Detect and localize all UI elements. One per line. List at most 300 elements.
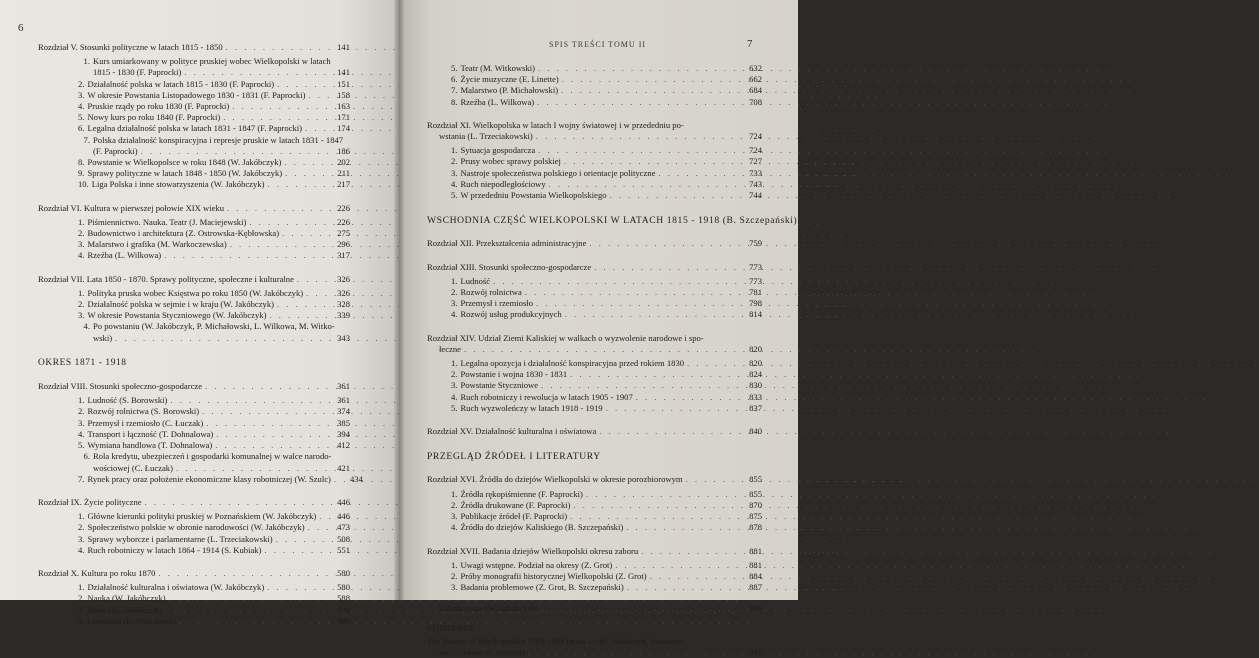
toc-page-number: 186	[337, 145, 350, 156]
toc-page-number: 473	[337, 522, 350, 533]
toc-block	[427, 426, 762, 437]
chapter-title	[427, 426, 762, 437]
dot-leader	[686, 474, 739, 485]
toc-page-number: 326	[337, 287, 350, 298]
chapter-title	[427, 120, 762, 131]
dot-leader	[658, 168, 739, 179]
toc-entry-title: Polityka pruska wobec Księstwa po roku 1850 (W. Jakóbczyk)	[87, 287, 304, 298]
toc-entry-number: 3.	[78, 604, 85, 615]
right-page	[399, 0, 798, 657]
chapter-title	[427, 333, 762, 344]
toc-entry-title: SUMMARY	[427, 622, 476, 633]
dot-leader	[650, 571, 739, 582]
toc-entry-title: Pruskie rządy po roku 1830 (F. Paprocki)	[87, 101, 230, 112]
toc-entry-title: Sprawy polityczne w latach 1848 - 1850 (W. Jakóbczyk)	[87, 168, 283, 179]
dot-leader	[549, 179, 739, 190]
toc-entry-title: Zakończenie (W. Jakóbczyk)	[439, 603, 539, 614]
toc-page-number: 909	[749, 603, 762, 614]
dot-leader	[226, 42, 327, 53]
toc-page-number: 141	[337, 67, 350, 78]
toc-entry-title: The history of Wielkopolska 1793-1918 (tekst — W. Jakóbczyk, tłumacze-	[427, 635, 685, 646]
toc-page-number: 141	[337, 42, 350, 52]
dot-leader	[627, 582, 739, 593]
dot-leader	[165, 605, 327, 616]
toc-page-number: 781	[749, 287, 762, 298]
toc-block	[38, 274, 350, 344]
toc-entry-number: 3.	[78, 417, 85, 428]
toc-entry-number: 6.	[78, 123, 85, 134]
toc-subentry	[38, 56, 350, 67]
toc-subentry	[38, 511, 350, 522]
toc-entry-title: Główne kierunki polityki pruskiej w Poznańskiem (W. Jakóbczyk)	[87, 511, 317, 522]
toc-subentry	[38, 406, 350, 417]
dot-leader	[570, 511, 739, 522]
toc-entry-title: WSCHODNIA CZĘŚĆ WIELKOPOLSKI W LATACH 1815 - 1918 (B. Szczepański)	[427, 215, 798, 227]
toc-entry-title: W przededniu Powstania Wielkopolskiego	[460, 190, 607, 201]
toc-entry-title: Ludność (S. Borowski)	[87, 395, 168, 406]
toc-entry-title: Kurs umiarkowany w polityce pruskiej wobec Wielkopolski w latach	[93, 56, 331, 67]
toc-entry-title: Piśmiennictwo. Nauka. Teatr (J. Maciejewski)	[87, 216, 247, 227]
toc-page-number: 211	[337, 168, 350, 179]
dot-leader	[284, 157, 327, 168]
toc-page-number: 708	[749, 96, 762, 107]
toc-subentry	[38, 168, 350, 179]
toc-block	[38, 42, 350, 191]
toc-entry-number: 3.	[78, 310, 85, 321]
toc-page-number: 773	[749, 275, 762, 286]
dot-leader	[276, 534, 327, 545]
dot-leader	[687, 358, 739, 369]
chapter-title	[427, 474, 762, 485]
toc-subentry	[38, 299, 350, 310]
toc-page-number: 830	[749, 380, 762, 391]
toc-entry-title: Rozdział VII. Lata 1850 - 1870. Sprawy polityczne, społeczne i kulturalne	[38, 273, 294, 284]
toc-entry-title: Rozwój rolnictwa	[460, 287, 522, 298]
toc-subentry	[427, 571, 762, 582]
toc-page-number: 855	[749, 474, 762, 485]
toc-subentry	[38, 582, 350, 593]
chapter-title	[38, 42, 350, 53]
dot-leader	[586, 489, 739, 500]
toc-subentry	[427, 309, 762, 320]
toc-entry-number: 5.	[451, 63, 458, 73]
toc-page-number: 385	[337, 417, 350, 428]
toc-entry-number: 8.	[78, 157, 85, 168]
toc-entry-number: 1.	[78, 216, 85, 227]
toc-page-number: 837	[749, 402, 762, 413]
toc-entry-number: 3.	[451, 298, 458, 309]
toc-subentry	[38, 395, 350, 406]
toc-entry-title: Rozdział XII. Przekształcenia administracyjne	[427, 238, 587, 249]
dot-leader	[277, 79, 327, 90]
toc-entry-title: Rozdział XI. Wielkopolska w latach I wojny światowej i w przededniu po-	[427, 119, 684, 130]
left-page-number: 6	[18, 22, 24, 34]
toc-entry-number: 4.	[78, 101, 85, 112]
toc-entry-title: Rozdział IX. Życie polityczne	[38, 496, 142, 507]
dot-leader	[230, 239, 327, 250]
toc-entry-title: Prasa (W. Jakóbczyk)	[87, 604, 162, 615]
chapter-title	[38, 203, 350, 214]
toc-entry-number: 6.	[83, 451, 90, 462]
toc-entry-title: Ruch robotniczy i rewolucja w latach 1905 - 1907	[460, 391, 633, 402]
toc-subentry	[38, 605, 350, 616]
chapter-title-continuation	[427, 131, 762, 142]
toc-page-number: 759	[749, 238, 762, 249]
toc-block	[38, 203, 350, 262]
toc-entry-number: 1.	[78, 511, 85, 522]
toc-entry-number: 3.	[78, 533, 85, 544]
toc-page-number: 580	[337, 567, 350, 578]
toc-entry-title: Nastroje społeczeństwa polskiego i orientacje polityczne	[460, 167, 656, 178]
toc-entry-number: 3.	[451, 582, 458, 593]
summary-heading	[427, 623, 762, 634]
toc-page-number: 374	[337, 406, 350, 417]
toc-entry-number: 8.	[451, 96, 458, 107]
toc-subentry	[38, 593, 350, 604]
section-heading	[427, 215, 798, 227]
toc-page-number: 328	[337, 299, 350, 310]
dot-leader	[202, 406, 327, 417]
toc-entry-title: Próby monografii historycznej Wielkopolski (Z. Grot)	[460, 570, 647, 581]
toc-page-number: 434	[350, 473, 363, 484]
toc-entry-number: 2.	[78, 522, 85, 533]
dot-leader	[542, 603, 739, 614]
dot-leader	[164, 250, 327, 261]
toc-entry-number: 1.	[451, 145, 458, 156]
toc-subentry	[427, 74, 762, 85]
toc-subentry	[38, 123, 350, 134]
toc-entry-number: 1.	[78, 287, 85, 298]
toc-page-number: 226	[337, 202, 350, 213]
toc-entry-title: łeczne	[439, 343, 461, 354]
toc-entry-title: Powstanie w Wielkopolsce w roku 1848 (W. Jakóbczyk)	[87, 157, 282, 168]
toc-subentry	[38, 310, 350, 321]
toc-entry-title: Wymiana handlowa (T. Dohnalowa)	[87, 440, 213, 451]
dot-leader	[206, 418, 327, 429]
toc-entry-number: 4.	[451, 522, 458, 533]
dot-leader	[636, 392, 739, 403]
toc-entry-continuation	[427, 647, 762, 658]
toc-subentry	[427, 369, 762, 380]
dot-leader	[306, 288, 327, 299]
toc-entry	[427, 636, 762, 647]
toc-page-number: 317	[337, 250, 350, 261]
toc-page-number: 226	[337, 216, 350, 227]
toc-entry-number: 1.	[83, 56, 90, 67]
toc-page-number: 684	[749, 85, 762, 96]
toc-entry-title: OKRES 1871 - 1918	[38, 357, 127, 368]
chapter-title	[38, 497, 350, 508]
toc-entry-title: Rozdział X. Kultura po roku 1870	[38, 567, 156, 578]
dot-leader	[264, 545, 327, 556]
toc-page-number: 163	[337, 101, 350, 112]
toc-subentry	[38, 101, 350, 112]
dot-leader	[641, 546, 739, 557]
toc-entry-title: Rozdział XVII. Badania dziejów Wielkopolski okresu zaboru	[427, 545, 639, 556]
toc-entry-title: nie — James A. Sehnert)	[439, 646, 525, 657]
toc-subentry	[427, 380, 762, 391]
toc-entry-number: 2.	[451, 287, 458, 298]
book-gutter	[394, 0, 404, 600]
toc-entry-number: 4.	[451, 309, 458, 320]
dot-leader	[308, 90, 327, 101]
toc-entry-number: 2.	[78, 228, 85, 239]
toc-page-number: 174	[337, 123, 350, 134]
left-page	[0, 0, 399, 626]
dot-leader	[269, 310, 327, 321]
toc-page-number: 412	[337, 440, 350, 451]
toc-page-number: 662	[749, 74, 762, 85]
dot-leader	[170, 395, 327, 406]
toc-subentry	[427, 582, 762, 593]
toc-entry-title: Rozdział XV. Działalność kulturalna i oświatowa	[427, 426, 597, 437]
dot-leader	[594, 262, 739, 273]
toc-subentry	[427, 190, 762, 201]
toc-page-number: 773	[749, 261, 762, 272]
toc-entry-number: 1.	[451, 358, 458, 369]
toc-subentry	[427, 276, 762, 287]
toc-entry-title: Rozwój rolnictwa (S. Borowski)	[87, 406, 200, 417]
toc-entry-title: Powstanie i wojna 1830 - 1831	[460, 369, 568, 380]
dot-leader	[536, 131, 739, 142]
toc-subentry	[38, 534, 350, 545]
toc-subentry	[427, 287, 762, 298]
toc-entry-title: Przemysł i rzemiosło (C. Łuczak)	[87, 417, 204, 428]
dot-leader	[606, 403, 739, 414]
toc-subentry	[38, 321, 350, 332]
dot-leader	[216, 429, 327, 440]
toc-subentry	[38, 522, 350, 533]
toc-block	[427, 63, 762, 108]
toc-subentry	[427, 358, 762, 369]
toc-page-number: 870	[749, 499, 762, 510]
toc-subentry	[427, 511, 762, 522]
toc-block	[427, 215, 798, 227]
toc-entry-title: Rola kredytu, ubezpieczeń i gospodarki komunalnej w walce narodo-	[93, 451, 332, 462]
toc-block	[427, 623, 762, 634]
toc-entry-title: Ludność	[460, 275, 491, 286]
toc-entry-title: wościowej (C. Łuczak)	[93, 462, 173, 473]
toc-subentry	[38, 157, 350, 168]
toc-entry-title: W okresie Powstania Styczniowego (W. Jakóbczyk)	[87, 310, 267, 321]
toc-entry-number: 1.	[78, 395, 85, 406]
toc-page-number: 833	[749, 391, 762, 402]
toc-subentry	[38, 545, 350, 556]
toc-subentry	[427, 522, 762, 533]
toc-entry-number: 3.	[78, 89, 85, 100]
toc-subentry	[38, 429, 350, 440]
toc-entry-title: Badania problemowe (Z. Grot, B. Szczepański)	[460, 582, 624, 593]
chapter-title-continuation	[427, 344, 762, 355]
toc-page-number: 744	[749, 190, 762, 201]
toc-entry-number: 7.	[83, 134, 90, 145]
toc-entry-title: Prusy wobec sprawy polskiej	[460, 156, 561, 167]
toc-entry-number: 3.	[451, 511, 458, 522]
toc-entry-title: Teatr (M. Witkowski)	[460, 63, 536, 73]
toc-page-number: 421	[337, 462, 350, 473]
toc-page-number: 724	[749, 131, 762, 142]
toc-subentry	[38, 473, 363, 485]
toc-page-number: 446	[337, 511, 350, 522]
toc-entry-number: 2.	[78, 78, 85, 89]
toc-entry-title: Ruch wyzwoleńczy w latach 1918 - 1919	[460, 402, 603, 413]
toc-page-number: 727	[749, 156, 762, 167]
toc-page-number: 275	[337, 228, 350, 239]
toc-page-number: 171	[337, 112, 350, 123]
chapter-title	[427, 238, 762, 249]
dot-leader	[223, 112, 327, 123]
chapter-title	[427, 546, 762, 557]
toc-page-number: 151	[337, 78, 350, 89]
dot-leader	[562, 74, 739, 85]
dot-leader	[610, 190, 739, 201]
toc-page-number: 361	[337, 381, 350, 392]
toc-subentry	[427, 489, 762, 500]
toc-entry-number: 4.	[78, 250, 85, 261]
toc-entry-title: Rozdział VIII. Stosunki społeczno-gospodarcze	[38, 381, 203, 392]
dot-leader	[215, 440, 327, 451]
dot-leader	[267, 582, 327, 593]
toc-subentry	[38, 217, 350, 228]
section-heading	[38, 358, 350, 369]
toc-page-number: 887	[749, 582, 762, 593]
dot-leader	[541, 380, 739, 391]
dot-leader	[179, 616, 327, 627]
dot-leader	[205, 381, 327, 392]
toc-entry-number: 1.	[451, 275, 458, 286]
toc-entry-title: Po powstaniu (W. Jakóbczyk, P. Michałowski, L. Wilkowa, M. Witko-	[93, 321, 335, 332]
toc-entry-title: Rozdział XIII. Stosunki społeczno-gospodarcze	[427, 261, 592, 272]
toc-subentry	[427, 179, 762, 190]
toc-subentry	[38, 90, 350, 101]
toc-entry-title: Sprawy wyborcze i parlamentarne (L. Trzeciakowski)	[87, 533, 273, 544]
toc-entry-number: 2.	[451, 570, 458, 581]
toc-entry-number: 1.	[451, 488, 458, 499]
dot-leader	[141, 146, 327, 157]
toc-entry-number: 2.	[451, 156, 458, 167]
toc-entry-title: Rozdział V. Stosunki polityczne w latach 1815 - 1850	[38, 42, 223, 52]
toc-entry-number: 10.	[78, 179, 89, 190]
toc-entry-title: Rozdział XIV. Udział Ziemi Kaliskiej w walkach o wyzwolenie narodowe i spo-	[427, 332, 704, 343]
toc-page-number: 394	[337, 428, 350, 439]
toc-entry-title: Rozwój usług produkcyjnych	[460, 309, 562, 320]
toc-page-number: 326	[337, 273, 350, 284]
toc-entry-number: 5.	[451, 402, 458, 413]
dot-leader	[464, 344, 739, 355]
toc-entry-number: 4.	[451, 391, 458, 402]
toc-subentry	[427, 500, 762, 511]
toc-subentry	[38, 616, 350, 627]
toc-page-number: 202	[337, 157, 350, 168]
toc-subentry	[38, 288, 350, 299]
dot-leader	[565, 309, 739, 320]
toc-entry-number: 9.	[78, 168, 85, 179]
dot-leader	[538, 145, 739, 156]
toc-entry-title: Rzeźba (L. Wilkowa)	[87, 250, 162, 261]
toc-entry-title: 1815 - 1830 (F. Paprocki)	[93, 67, 182, 78]
toc-page-number: 446	[337, 496, 350, 507]
toc-block	[427, 333, 762, 414]
toc-page-number: 743	[749, 178, 762, 189]
toc-entry-title: Budownictwo i architektura (Z. Ostrowska-Kębłowska)	[87, 228, 280, 239]
toc-entry-number: 2.	[78, 406, 85, 417]
toc-entry-title: W okresie Powstania Listopadowego 1830 - 1831 (F. Paprocki)	[87, 89, 306, 100]
toc-subentry	[427, 392, 762, 403]
toc-entry-title: wstania (L. Trzeciakowski)	[439, 131, 533, 142]
toc-page-number: 884	[749, 570, 762, 581]
toc-entry-number: 1.	[78, 582, 85, 593]
chapter-title	[38, 568, 350, 579]
toc-entry-title: Legalna działalność polska w latach 1831 - 1847 (F. Paprocki)	[87, 123, 303, 134]
dot-leader	[282, 228, 327, 239]
toc-block	[427, 120, 762, 201]
toc-entry-title: wski)	[93, 332, 113, 343]
toc-page-number: 361	[337, 395, 350, 406]
toc-entry-title: PRZEGLĄD ŹRÓDEŁ I LITERATURY	[427, 451, 601, 463]
toc-entry-title: Nowy kurs po roku 1840 (F. Paprocki)	[87, 112, 221, 123]
toc-entry-number: 7.	[451, 85, 458, 96]
toc-entry-title: Literatura (E. Pieściková)	[87, 615, 176, 626]
chapter-title	[38, 381, 350, 392]
toc-entry-title: Malarstwo i grafika (M. Warkoczewska)	[87, 239, 227, 250]
toc-entry-title: Źródła rękopiśmienne (F. Paprocki)	[460, 488, 583, 499]
toc-entry-title: Rynek pracy oraz położenie ekonomiczne klasy robotniczej (W. Szulc)	[87, 473, 331, 484]
toc-page-number: 508	[337, 533, 350, 544]
toc-entry-number: 4.	[78, 615, 85, 626]
dot-leader	[169, 593, 327, 604]
toc-entry-title: Rozdział XVI. Źródła do dziejów Wielkopolski w okresie porozbiorowym	[427, 474, 683, 485]
toc-page-number: 339	[337, 310, 350, 321]
toc-entry-number: 3.	[78, 239, 85, 250]
dot-leader	[525, 287, 739, 298]
chapter-title	[38, 274, 350, 285]
toc-entry-number: 2.	[78, 299, 85, 310]
toc-entry-title: Transport i łączność (T. Dohnalowa)	[87, 428, 214, 439]
right-toc	[427, 60, 798, 658]
toc-block	[427, 546, 762, 594]
toc-page-number: 881	[749, 545, 762, 556]
section-heading	[427, 451, 762, 462]
toc-page-number: 343	[337, 332, 350, 343]
toc-page-number: 217	[337, 179, 350, 190]
toc-page-number: 881	[749, 559, 762, 570]
toc-entry-title: Ruch niepodległościowy	[460, 178, 546, 189]
left-toc	[38, 42, 363, 627]
toc-page-number: 724	[749, 145, 762, 156]
dot-leader	[308, 522, 327, 533]
dot-leader	[574, 500, 740, 511]
toc-entry-number: 2.	[451, 369, 458, 380]
toc-subentry	[38, 451, 350, 462]
dot-leader	[232, 101, 327, 112]
toc-block	[38, 358, 350, 369]
toc-block	[427, 451, 762, 462]
toc-block	[427, 603, 762, 614]
toc-entry-title: Działalność polska w latach 1815 - 1830 (F. Paprocki)	[87, 78, 275, 89]
toc-page-number: 820	[749, 343, 762, 354]
toc-block	[38, 568, 350, 627]
toc-entry-title: Polska działalność konspiracyjna i represje pruskie w latach 1831 - 1847	[93, 134, 344, 145]
toc-page-number: 915	[749, 646, 762, 657]
toc-subentry	[427, 63, 762, 74]
toc-page-number: 588	[337, 593, 350, 604]
dot-leader	[184, 67, 327, 78]
toc-page-number: 158	[337, 89, 350, 100]
toc-entry-title: Rzeźba (L. Wilkowa)	[460, 96, 535, 107]
toc-page-number: 598	[337, 604, 350, 615]
toc-entry-title: Życie muzyczne (E. Linette)	[460, 74, 559, 85]
toc-block	[427, 474, 762, 533]
